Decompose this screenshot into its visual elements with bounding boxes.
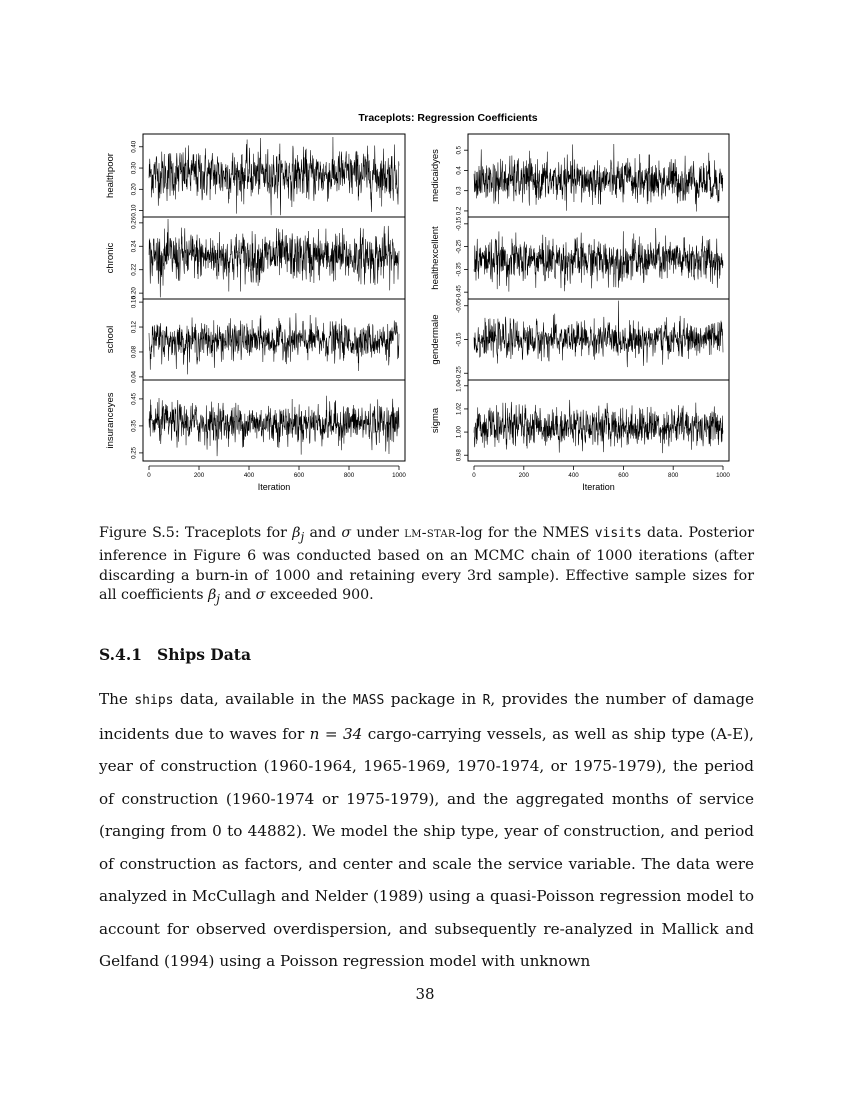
section-number: S.4.1 [99, 645, 143, 664]
x-tick-label: 1000 [392, 472, 406, 479]
y-tick-label: 0.08 [130, 345, 138, 358]
x-axis-label: Iteration [257, 482, 291, 492]
y-axis-label: chronic [105, 242, 116, 274]
x-tick-label: 400 [243, 472, 255, 479]
traceplot-panel-insuranceyes [105, 380, 405, 461]
y-tick-label: 0.30 [130, 162, 138, 175]
body-paragraph: The ships data, available in the MASS package in R, provides the number of damage incidents due to waves for n = 34 cargo-carrying vessels, as well as ship type (A-E), year of construction (1960-1964, 1965-1969, 1970-1974, or 1975-1979), the period of construction (1960-1974 or 1975-1979), and the aggregated months of service (ranging from 0 to 44882). We model the ship type, year of construction, and period of construction as factors, and center and scale the service variable. The data were analyzed in McCullagh and Nelder (1989) using a quasi-Poisson regression model to account for observed overdispersion, and subsequently re-analyzed in Mallick and Gelfand (1994) using a Poisson regression model with unknown [99, 690, 755, 970]
y-tick-label: 0.20 [130, 183, 138, 196]
y-tick-label: -0.35 [455, 262, 463, 277]
y-axis-label: school [105, 325, 116, 354]
trace-line-insuranceyes [149, 396, 399, 456]
y-tick-label: 0.2 [455, 206, 463, 216]
x-tick-label: 200 [518, 472, 529, 479]
page-number: 38 [415, 985, 435, 1003]
y-tick-label: -0.05 [455, 298, 463, 313]
y-tick-label: 0.25 [130, 446, 138, 459]
y-tick-label: -0.15 [455, 216, 463, 231]
section-heading [99, 645, 251, 664]
y-tick-label: -0.15 [455, 332, 463, 347]
mass-code: MASS [353, 693, 385, 708]
x-tick-label: 600 [618, 472, 629, 479]
y-axis-label: gendermale [430, 314, 441, 365]
y-tick-label: 1.00 [455, 426, 463, 439]
y-tick-label: 0.98 [455, 449, 463, 462]
x-tick-label: 0 [472, 472, 476, 479]
y-axis-label: healthpoor [105, 153, 116, 198]
y-tick-label: 1.02 [455, 402, 463, 415]
y-tick-label: -0.25 [455, 239, 463, 254]
y-axis-label: sigma [430, 407, 441, 434]
x-axis-label: Iteration [582, 482, 615, 492]
ships-code: ships [134, 693, 174, 708]
y-tick-label: 1.04 [455, 379, 463, 392]
method-name: lm-star [404, 525, 456, 541]
y-tick-label: 0.26 [130, 216, 138, 229]
trace-line-sigma [474, 400, 723, 453]
y-tick-label: 0.24 [130, 240, 138, 253]
y-tick-label: 0.22 [130, 263, 138, 276]
trace-line-healthpoor [149, 137, 399, 215]
trace-line-school [149, 313, 399, 374]
x-axis-left [147, 466, 406, 492]
x-tick-label: 800 [343, 472, 355, 479]
trace-line-healthexcellent [474, 228, 723, 292]
y-tick-label: 0.3 [455, 186, 463, 195]
x-axis-right [472, 466, 730, 492]
r-code: R [482, 693, 491, 708]
traceplot-panel-healthpoor [105, 134, 405, 217]
section-title: Ships Data [157, 645, 251, 664]
y-tick-label: 0.12 [130, 321, 138, 334]
y-axis-label: insuranceyes [105, 392, 116, 449]
y-tick-label: 0.35 [130, 419, 138, 432]
x-tick-label: 1000 [716, 472, 730, 479]
caption-label: Figure S.5: [99, 525, 180, 541]
y-tick-label: 0.5 [455, 145, 463, 155]
y-tick-label: 0.40 [130, 140, 138, 153]
y-axis-label: healthexcellent [430, 226, 441, 290]
n-equation: n = 34 [309, 724, 363, 743]
figure-caption: Figure S.5: Traceplots for $\beta_j$ and σ under lm-star-log for the NMES visits data. Posterior inference in Figure 6 was conducted based on an MCMC chain of 1000 iterations (after discarding a burn-in of 1000 and retaining every 3rd sample). Effective sample sizes for all coefficients $\beta_j$ and σ exceeded 900. [99, 525, 755, 607]
traceplot-panel-school [105, 296, 405, 383]
dataset-name: visits [594, 526, 642, 541]
y-tick-label: 0.20 [130, 287, 138, 300]
figure-title: Traceplots: Regression Coefficients [358, 112, 538, 124]
traceplot-panel-sigma [430, 379, 729, 461]
y-axis-label: medicaidyes [430, 149, 441, 202]
x-tick-label: 200 [193, 472, 205, 479]
y-tick-label: 0.10 [130, 204, 138, 217]
y-tick-label: 0.04 [130, 370, 138, 383]
traceplot-panel-healthexcellent [430, 216, 729, 299]
traceplot-panel-chronic [105, 216, 405, 299]
y-tick-label: 0.4 [455, 166, 463, 175]
x-tick-label: 400 [568, 472, 579, 479]
y-tick-label: 0.16 [130, 296, 138, 309]
x-tick-label: 800 [668, 472, 679, 479]
trace-line-chronic [149, 219, 399, 297]
trace-line-gendermale [474, 301, 723, 367]
traceplot-panel-medicaidyes [430, 134, 729, 217]
y-tick-label: 0.45 [130, 392, 138, 405]
x-tick-label: 0 [147, 472, 151, 479]
trace-line-medicaidyes [474, 144, 723, 211]
traceplot-figure [0, 0, 850, 510]
y-tick-label: -0.25 [455, 366, 463, 381]
traceplot-panel-gendermale [430, 298, 729, 380]
x-tick-label: 600 [293, 472, 305, 479]
y-tick-label: -0.45 [455, 285, 463, 300]
